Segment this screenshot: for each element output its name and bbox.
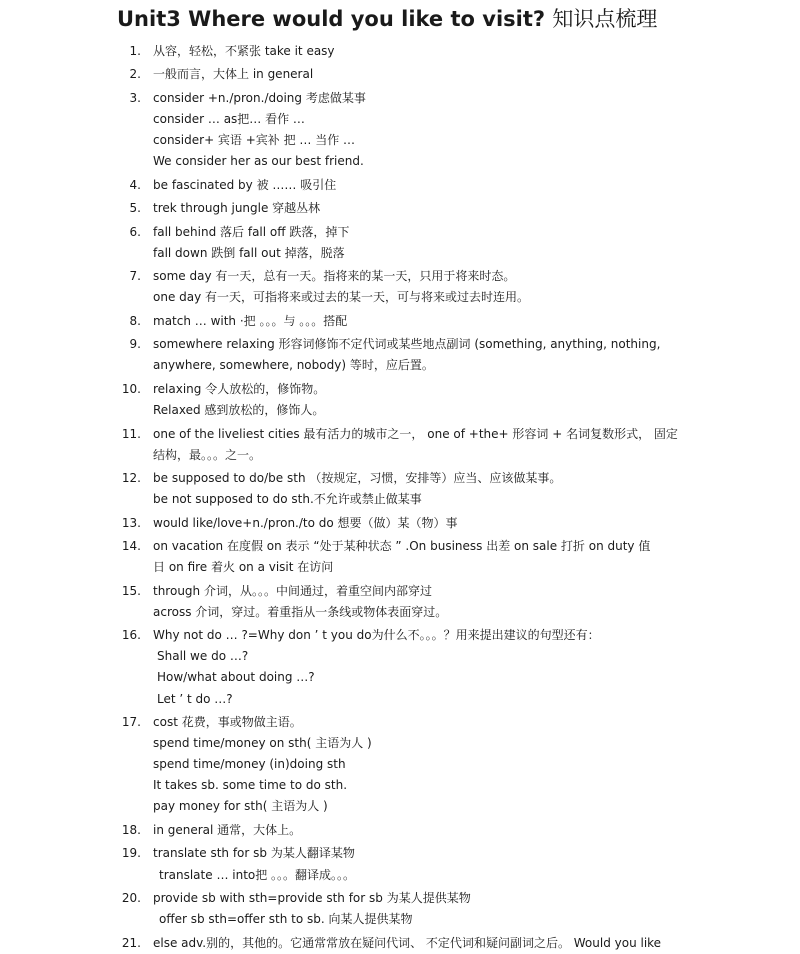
list-item xyxy=(0,198,800,219)
item-number: 14. xyxy=(121,539,141,554)
list-item xyxy=(0,424,800,445)
item-text: How/what about doing …? xyxy=(157,670,315,685)
item-text: one of the liveliest cities 最有活力的城市之一， one of +the+ 形容词 + 名词复数形式， 固定 xyxy=(153,426,678,441)
list-item-continuation xyxy=(0,109,800,130)
list-item xyxy=(0,536,800,557)
item-text: translate sth for sb 为某人翻译某物 xyxy=(153,846,355,861)
list-item-continuation xyxy=(0,151,800,172)
item-text: else adv.别的，其他的。它通常常放在疑问代词、 不定代词和疑问副词之后。 Would you like xyxy=(153,935,662,950)
item-text: on vacation 在度假 on 表示 “处于某种状态 ” .On business 出差 on sale 打折 on duty 值 xyxy=(153,539,651,554)
item-number: 18. xyxy=(121,822,141,837)
knowledge-point-list xyxy=(0,41,800,954)
item-number: 5. xyxy=(129,201,141,216)
item-text: 从容，轻松，不紧张 take it easy xyxy=(153,44,335,58)
item-text: consider +n./pron./doing 考虑做某事 xyxy=(153,90,366,105)
list-item xyxy=(0,311,800,332)
item-number: 21. xyxy=(121,935,141,950)
item-text: trek through jungle 穿越丛林 xyxy=(153,201,321,216)
item-text: relaxing 令人放松的，修饰物。 xyxy=(153,381,326,396)
list-item xyxy=(0,820,800,841)
item-number: 20. xyxy=(121,890,141,905)
title-english: Unit3 Where would you like to visit? xyxy=(117,7,546,31)
item-number: 4. xyxy=(129,177,141,192)
list-item xyxy=(0,222,800,243)
list-item xyxy=(0,933,800,954)
list-item-continuation xyxy=(0,557,800,578)
list-item-continuation xyxy=(0,646,800,667)
item-text: translate … into把 。。。翻译成。。。 xyxy=(159,867,356,882)
item-number: 7. xyxy=(129,269,141,284)
list-item xyxy=(0,581,800,602)
list-item-continuation xyxy=(0,667,800,688)
item-text: fall behind 落后 fall off 跌落，掉下 xyxy=(153,224,350,239)
item-text: Why not do … ?=Why don ’ t you do为什么不。。。？用来提出建议的句型还有： xyxy=(153,628,600,643)
item-text: across 介词，穿过。着重指从一条线或物体表面穿过。 xyxy=(153,604,448,619)
item-text: in general 通常，大体上。 xyxy=(153,822,302,837)
item-number: 8. xyxy=(129,313,141,328)
item-number: 13. xyxy=(121,515,141,530)
item-text: Relaxed 感到放松的，修饰人。 xyxy=(153,403,325,418)
item-text: pay money for sth( 主语为人 ) xyxy=(153,799,328,814)
item-text: would like/love+n./pron./to do 想要（做）某（物）事 xyxy=(153,515,458,530)
list-item xyxy=(0,334,800,355)
item-text: be supposed to do/be sth （按规定，习惯，安排等）应当、应该做某事。 xyxy=(153,471,562,486)
item-text: 结构，最。。。之一。 xyxy=(153,447,262,462)
item-text: through 介词，从。。。中间通过，着重空间内部穿过 xyxy=(153,583,432,598)
list-item-continuation xyxy=(0,355,800,376)
item-number: 16. xyxy=(121,628,141,643)
list-item-continuation xyxy=(0,754,800,775)
list-item xyxy=(0,468,800,489)
item-text: some day 有一天，总有一天。指将来的某一天，只用于将来时态。 xyxy=(153,269,516,284)
list-item xyxy=(0,843,800,864)
item-number: 11. xyxy=(121,426,141,441)
item-text: consider … as把… 看作 … xyxy=(153,112,305,127)
item-text: Shall we do …? xyxy=(157,649,249,664)
item-number: 15. xyxy=(121,583,141,598)
list-item-continuation xyxy=(0,909,800,930)
list-item xyxy=(0,266,800,287)
item-text: It takes sb. some time to do sth. xyxy=(153,778,348,793)
item-text: cost 花费，事或物做主语。 xyxy=(153,715,302,730)
item-text: 一般而言，大体上 in general xyxy=(153,67,314,82)
item-text: spend time/money (in)doing sth xyxy=(153,757,346,772)
item-text: be fascinated by 被 …… 吸引住 xyxy=(153,177,337,192)
list-item xyxy=(0,513,800,534)
list-item-continuation xyxy=(0,733,800,754)
list-item-continuation xyxy=(0,865,800,886)
list-item xyxy=(0,41,800,62)
item-number: 1. xyxy=(129,44,141,58)
title-chinese: 知识点梳理 xyxy=(552,7,658,31)
list-item-continuation xyxy=(0,287,800,308)
list-item xyxy=(0,888,800,909)
item-text: somewhere relaxing 形容词修饰不定代词或某些地点副词 (something, anything, nothing, xyxy=(153,337,661,352)
item-text: be not supposed to do sth.不允许或禁止做某事 xyxy=(153,492,422,507)
list-item xyxy=(0,712,800,733)
item-number: 17. xyxy=(121,715,141,730)
item-number: 3. xyxy=(129,90,141,105)
list-item xyxy=(0,379,800,400)
item-text: spend time/money on sth( 主语为人 ) xyxy=(153,736,372,751)
list-item-continuation xyxy=(0,775,800,796)
item-number: 6. xyxy=(129,224,141,239)
list-item xyxy=(0,625,800,646)
list-item-continuation xyxy=(0,796,800,817)
list-item-continuation xyxy=(0,445,800,466)
item-text: anywhere, somewhere, nobody) 等时，应后置。 xyxy=(153,358,434,373)
item-text: We consider her as our best friend. xyxy=(153,154,364,169)
item-number: 2. xyxy=(129,67,141,82)
item-text: match … with ·把 。。。与 。。。搭配 xyxy=(153,313,348,328)
list-item xyxy=(0,88,800,109)
item-number: 19. xyxy=(121,846,141,861)
list-item-continuation xyxy=(0,489,800,510)
item-number: 9. xyxy=(129,337,141,352)
list-item-continuation xyxy=(0,689,800,710)
page-title xyxy=(117,4,657,34)
item-text: one day 有一天，可指将来或过去的某一天，可与将来或过去时连用。 xyxy=(153,290,530,305)
item-text: 日 on fire 着火 on a visit 在访问 xyxy=(153,560,334,575)
item-text: consider+ 宾语 +宾补 把 … 当作 … xyxy=(153,133,356,148)
list-item-continuation xyxy=(0,130,800,151)
item-number: 10. xyxy=(121,381,141,396)
item-number: 12. xyxy=(121,471,141,486)
item-text: provide sb with sth=provide sth for sb 为某人提供某物 xyxy=(153,890,471,905)
item-text: Let ’ t do …? xyxy=(157,691,233,706)
list-item-continuation xyxy=(0,243,800,264)
list-item-continuation xyxy=(0,602,800,623)
item-text: offer sb sth=offer sth to sb. 向某人提供某物 xyxy=(159,912,413,927)
item-text: fall down 跌倒 fall out 掉落，脱落 xyxy=(153,245,345,260)
list-item-continuation xyxy=(0,400,800,421)
list-item xyxy=(0,175,800,196)
list-item xyxy=(0,64,800,85)
